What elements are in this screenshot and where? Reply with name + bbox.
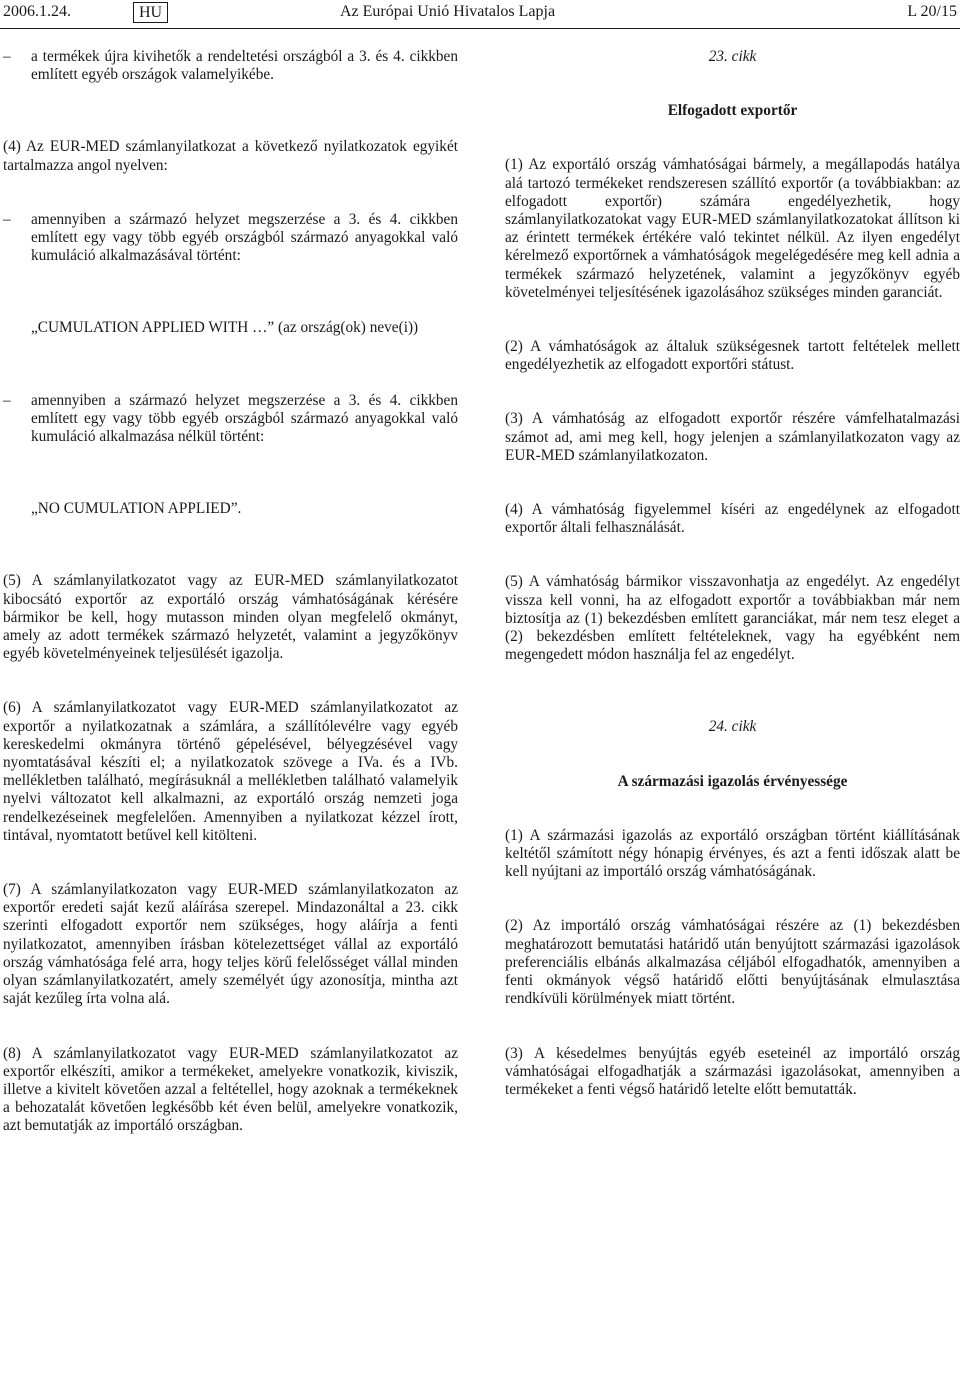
list-item (3, 48, 458, 84)
dash-marker: – (3, 391, 11, 409)
article-number: 24. cikk (708, 718, 757, 736)
right-column (505, 48, 960, 1099)
article-24-paragraph-1: (1) A származási igazolás az exportáló országban történt kiállításának keltétől számított négy hónapig érvényes, és azt a fenti időszak alatt be kell nyújtani az importáló ország vámhatóságának. (505, 826, 960, 881)
journal-title: Az Európai Unió Hivatalos Lapja (340, 3, 556, 20)
article-23-paragraph-3: (3) A vámhatóság az elfogadott exportőr részére vámfelhatalmazási számot ad, ami meg kell, hogy jelenjen a számlanyilatkozaton vagy az EUR-MED számlanyilatkozaton. (505, 410, 960, 464)
list-item-text: a termékek újra kivihetők a rendeltetési országból a 3. és 4. cikkben említett egyéb országok valamelyikébe. (31, 48, 458, 84)
article-title: Elfogadott exportőr (667, 102, 798, 120)
paragraph-8: (8) A számlanyilatkozatot vagy EUR-MED számlanyilatkozatot az exportőr elkészíti, amikor a termékeket, amelyekre vonatkozik, kiviszik, illetve a kivitelt követően azzal a feltétellel, hogy azoknak a termékeknek a behozatalát követően legkésőbb két éven belül, amelyekre vonatkozik, azt bemutatják az importáló országban. (3, 1044, 458, 1135)
header-date: 2006.1.24. (3, 3, 71, 20)
list-item-text: amennyiben a származó helyzet megszerzése a 3. és 4. cikkben említett egy vagy több egyéb országból származó anyagokkal való kumuláció alkalmazása nélkül történt: (31, 391, 458, 446)
paragraph-6: (6) A számlanyilatkozatot vagy EUR-MED számlanyilatkozatot az exportőr a nyilatkozatnak a számlára, a szállítólevélre vagy egyéb kereskedelmi okmányra történő gépelésével, bélyegzésével vagy nyomtatásával készíti el; a nyilatkozatok szövege a IVa. és a IVb. mellékletben található, megírásuknál a mellékletben található valamelyik nyelvi változatot kell alkalmazni, az exportáló ország nemzeti joga rendelkezéseinek megfelelően. Amennyiben a nyilatkozat kézzel írott, tintával, nyomtatott betűvel kell kitölteni. (3, 699, 458, 844)
list-item-text: amennyiben a származó helyzet megszerzése a 3. és 4. cikkben említett egy vagy több egyéb országból származó anyagokkal való kumuláció alkalmazásával történt: (31, 210, 458, 265)
header-rule (0, 28, 960, 29)
paragraph-4: (4) Az EUR-MED számlanyilatkozat a következő nyilatkozatok egyikét tartalmazza angol nyelven: (3, 138, 458, 174)
dash-marker: – (3, 48, 11, 65)
paragraph-7: (7) A számlanyilatkozaton vagy EUR-MED számlanyilatkozaton az exportőr eredeti saját kezű aláírása szerepel. Mindazonáltal a 23. cikk szerinti elfogadott exportőr nem szükséges, hogy aláírja a fenti nyilatkozatot, amennyiben írásban kötelezettséget vállal az exportáló ország vámhatósága felé arra, hogy teljes körű felelősséget vállal minden olyan számlanyilatkozatért, amely személyét úgy azonosítja, mintha azt saját kezűleg írta volna alá. (3, 881, 458, 1008)
article-number: 23. cikk (708, 48, 757, 65)
article-24-paragraph-2: (2) Az importáló ország vámhatóságai részére az (1) bekezdésben meghatározott bemutatási határidő után benyújtott származási igazolások preferenciális elbánás alkalmazása céljából elfogadhatók, amennyiben a fenti okmányok végső határidő előtti benyújtásának elmulasztása rendkívüli körülmények miatt történt. (505, 917, 960, 1008)
list-item (3, 392, 458, 447)
article-23-paragraph-5: (5) A vámhatóság bármikor visszavonhatja az engedélyt. Az engedélyt vissza kell vonni, ha az elfogadott exportőr a továbbiakban már nem biztosítja az (1) bekezdésben említett garanciákat, már nem tesz eleget a (2) bekezdésben említett feltételeknek, vagy ha egyébként nem megengedett módon használja fel az engedélyt. (505, 573, 960, 664)
left-column (3, 48, 458, 1136)
language-code-box: HU (133, 2, 168, 23)
paragraph-5: (5) A számlanyilatkozatot vagy az EUR-MED számlanyilatkozatot kibocsátó exportőr az exportáló ország vámhatóságának kérésére bármikor be kell, hogy mutasson minden olyan megfelelő okmányt, amely az adott termékek származó helyzetét, valamint a jegyzőkönyv egyéb követelményeinek teljesülését igazolja. (3, 572, 458, 663)
article-23-paragraph-4: (4) A vámhatóság figyelemmel kíséri az engedélynek az elfogadott exportőr általi felhasználását. (505, 501, 960, 537)
page-header (0, 0, 960, 30)
list-item (3, 211, 458, 266)
page-number: L 20/15 (907, 3, 957, 20)
declaration-text: „CUMULATION APPLIED WITH …” (az ország(ok) neve(i)) (31, 319, 419, 337)
article-24-paragraph-3: (3) A késedelmes benyújtás egyéb eseteinél az importáló ország vámhatóságai elfogadhatják a származási igazolásokat, amennyiben a termékeket a fenti végső határidő letelte előtt bemutatták. (505, 1044, 960, 1098)
article-title: A származási igazolás érvényessége (617, 772, 848, 790)
dash-marker: – (3, 210, 11, 228)
article-23-paragraph-2: (2) A vámhatóságok az általuk szükségesnek tartott feltételek mellett engedélyezhetik az elfogadott exportőri státust. (505, 338, 960, 374)
article-23-paragraph-1: (1) Az exportáló ország vámhatóságai bármely, a megállapodás hatálya alá tartozó termékeket rendszeresen szállító exportőr (a továbbiakban: az elfogadott exportőr) számára engedélyezhetik, hogy számlanyilatkozatokat vagy EUR-MED számlanyilatkozatokat állítson ki az érintett termékek értékére való tekintet nélkül. Az ilyen engedélyt kérelmező exportőrnek a vámhatóságok megelégedésére meg kell adnia a termékek származó helyzetének, valamint a jegyzőkönyv egyéb követelményei teljesítésének igazolásához szükséges minden garanciát. (505, 156, 960, 301)
declaration-text: „NO CUMULATION APPLIED”. (31, 500, 242, 518)
